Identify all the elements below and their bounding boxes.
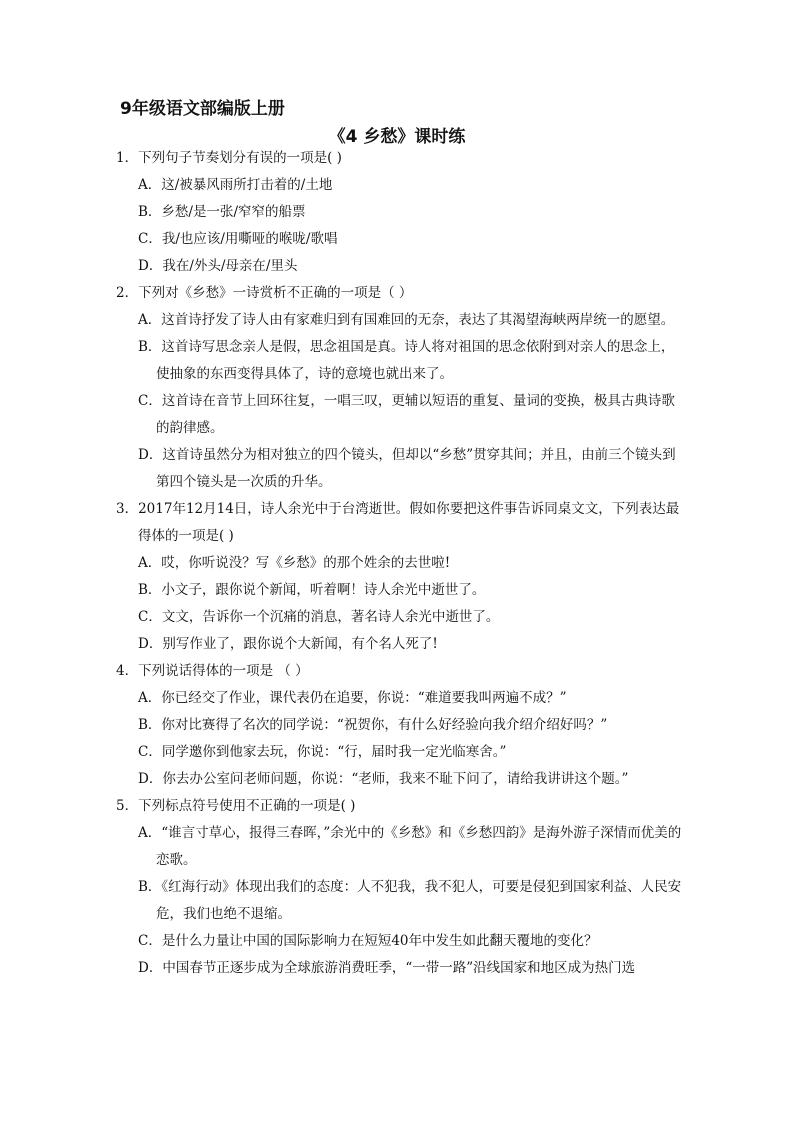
option-c: C．我/也应该/用嘶哑的喉咙/歌唱 (138, 231, 338, 247)
option-d: D．这首诗虽然分为相对独立的四个镜头，但却以“乡愁”贯穿其间；并且，由前三个镜头到第四个镜头是一次质的升华。 (138, 447, 676, 490)
option-a: A．这首诗抒发了诗人由有家难归到有国难回的无奈，表达了其渴望海峡两岸统一的愿望。 (138, 312, 675, 328)
question-2 (116, 280, 686, 496)
question-text: 下列句子节奏划分有误的一项是( ) (138, 150, 342, 166)
question-number: 3． (116, 501, 139, 517)
option-b: B．乡愁/是一张/窄窄的船票 (138, 204, 306, 220)
option-b: B．《红海行动》体现出我们的态度：人不犯我，我不犯人，可要是侵犯到国家利益、人民安危，我们也绝不退缩。 (138, 879, 682, 922)
question-stem (116, 145, 686, 172)
question-stem (116, 496, 686, 550)
question-number: 4． (116, 663, 139, 679)
option-b: B．小文子，跟你说个新闻，听着啊！诗人余光中逝世了。 (138, 582, 486, 598)
question-stem (116, 280, 686, 307)
option-c: C．这首诗在音节上回环往复，一唱三叹，更辅以短语的重复、量词的变换，极具古典诗歌的韵律感。 (138, 393, 675, 436)
question-list (116, 145, 686, 982)
question-3 (116, 496, 686, 658)
option-c: C．文文，告诉你一个沉痛的消息，著名诗人余光中逝世了。 (138, 609, 500, 625)
option-c: C．是什么力量让中国的国际影响力在短短40年中发生如此翻天覆地的变化？ (138, 933, 598, 949)
grade-heading: 9年级语文部编版上册 (120, 99, 285, 119)
question-stem (116, 658, 686, 685)
page-title: 《4 乡愁》课时练 (328, 127, 466, 147)
question-text: 下列对《乡愁》一诗赏析不正确的一项是（ ） (138, 285, 413, 301)
option-d: D．你去办公室问老师问题，你说：“老师，我来不耻下问了，请给我讲讲这个题。” (138, 771, 629, 787)
question-text: 下列说话得体的一项是 （ ） (138, 663, 309, 679)
question-text: 2017年12月14日，诗人余光中于台湾逝世。假如你要把这件事告诉同桌文文，下列表达最得体的一项是( ) (138, 501, 680, 544)
question-text: 下列标点符号使用不正确的一项是( ) (138, 798, 356, 814)
option-c: C．同学邀你到他家去玩，你说：“行，届时我一定光临寒舍。” (138, 744, 507, 760)
option-a: A．你已经交了作业，课代表仍在追要，你说：“难道要我叫两遍不成？” (138, 690, 567, 706)
option-a: A．“谁言寸草心，报得三春晖，”余光中的《乡愁》和《乡愁四韵》是海外游子深情而优美的恋歌。 (138, 825, 682, 868)
option-d: D．中国春节正逐步成为全球旅游消费旺季，“一带一路”沿线国家和地区成为热门选 (138, 960, 636, 976)
question-1 (116, 145, 686, 280)
option-b: B．你对比赛得了名次的同学说：“祝贺你，有什么好经验向我介绍介绍好吗？” (138, 717, 608, 733)
question-5 (116, 793, 686, 982)
question-number: 5． (116, 798, 139, 814)
question-stem (116, 793, 686, 820)
option-b: B．这首诗写思念亲人是假，思念祖国是真。诗人将对祖国的思念依附到对亲人的思念上，使抽象的东西变得具体了，诗的意境也就出来了。 (138, 339, 675, 382)
option-a: A．哎，你听说没？写《乡愁》的那个姓余的去世啦! (138, 555, 451, 571)
question-number: 1． (116, 150, 139, 166)
question-4 (116, 658, 686, 793)
option-d: D．我在/外头/母亲在/里头 (138, 258, 298, 274)
option-a: A．这/被暴风雨所打击着的/土地 (138, 177, 333, 193)
question-number: 2． (116, 285, 139, 301)
option-d: D．别写作业了，跟你说个大新闻，有个名人死了! (138, 636, 438, 652)
